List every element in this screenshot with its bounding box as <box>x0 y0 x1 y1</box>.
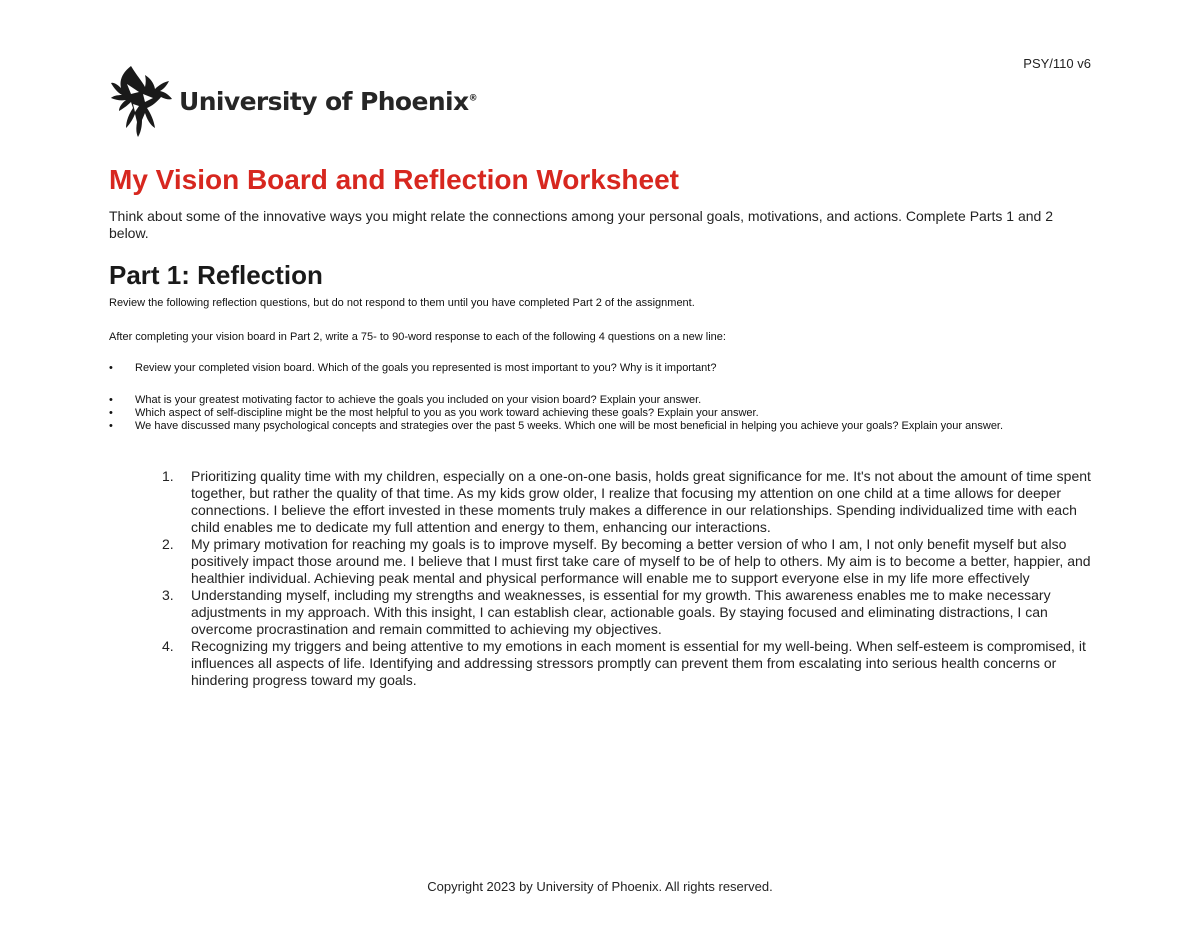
question-item <box>109 407 1069 420</box>
intro-text: Think about some of the innovative ways you might relate the connections among your personal goals, motivations, and actions. Complete Parts 1 and 2 below. <box>109 208 1053 241</box>
university-logo <box>109 64 477 138</box>
question-item <box>109 394 1069 407</box>
bullet-icon: • <box>109 362 113 374</box>
bullet-icon: • <box>109 394 113 406</box>
answer-number: 4. <box>162 638 174 654</box>
answer-number: 2. <box>162 536 174 552</box>
logo-wordmark: University of Phoenix <box>179 86 469 116</box>
question-item <box>109 362 1069 375</box>
copyright-footer: Copyright 2023 by University of Phoenix. All rights reserved. <box>427 879 773 894</box>
page-title: My Vision Board and Reflection Worksheet <box>109 164 679 195</box>
question-text: Which aspect of self-discipline might be the most helpful to you as you work toward achieving these goals? Explain your answer. <box>135 407 759 419</box>
answer-item <box>160 638 1092 689</box>
course-code: PSY/110 v6 <box>1023 56 1091 71</box>
question-text: What is your greatest motivating factor to achieve the goals you included on your vision board? Explain your answer. <box>135 394 702 406</box>
review-note: Review the following reflection questions, but do not respond to them until you have completed Part 2 of the assignment. <box>109 297 695 309</box>
answer-text: Recognizing my triggers and being attentive to my emotions in each moment is essential for my well-being. When self-esteem is compromised, it influences all aspects of life. Identifying and addressing stressors promptly can prevent them from escalating into serious health concerns or hindering progress toward my goals. <box>191 638 1086 688</box>
question-list-rest <box>109 394 1069 433</box>
answer-number: 1. <box>162 468 174 484</box>
answer-list <box>160 468 1092 689</box>
answer-item <box>160 468 1092 536</box>
phoenix-icon <box>109 64 173 138</box>
after-note: After completing your vision board in Part 2, write a 75- to 90-word response to each of the following 4 questions on a new line: <box>109 331 726 343</box>
answer-item <box>160 536 1092 587</box>
answer-text: My primary motivation for reaching my goals is to improve myself. By becoming a better version of who I am, I not only benefit myself but also positively impact those around me. I believe that I must first take care of myself to be of help to others. My aim is to become a better, happier, and healthier individual. Achieving peak mental and physical performance will enable me to support everyone else in my life more effectively <box>191 536 1091 586</box>
question-item <box>109 420 1069 433</box>
bullet-icon: • <box>109 407 113 419</box>
answer-item <box>160 587 1092 638</box>
question-text: Review your completed vision board. Which of the goals you represented is most important to you? Why is it important? <box>135 362 717 374</box>
answer-number: 3. <box>162 587 174 603</box>
part-1-heading: Part 1: Reflection <box>109 260 323 290</box>
university-name <box>179 87 477 116</box>
answer-text: Understanding myself, including my strengths and weaknesses, is essential for my growth. This awareness enables me to make necessary adjustments in my approach. With this insight, I can establish clear, actionable goals. By staying focused and eliminating distractions, I can overcome procrastination and remain committed to achieving my objectives. <box>191 587 1051 637</box>
bullet-icon: • <box>109 420 113 432</box>
registered-mark: ® <box>468 93 477 104</box>
answer-text: Prioritizing quality time with my children, especially on a one-on-one basis, holds great significance for me. It's not about the amount of time spent together, but rather the quality of that time. As my kids grow older, I realize that focusing my attention on one child at a time allows for deeper connections. I believe the effort invested in these moments truly makes a difference in our relationships. Spending individualized time with each child enables me to dedicate my full attention and energy to them, enhancing our interactions. <box>191 468 1091 535</box>
question-list-first <box>109 362 1069 375</box>
question-text: We have discussed many psychological concepts and strategies over the past 5 weeks. Which one will be most beneficial in helping you achieve your goals? Explain your answer. <box>135 420 1004 432</box>
